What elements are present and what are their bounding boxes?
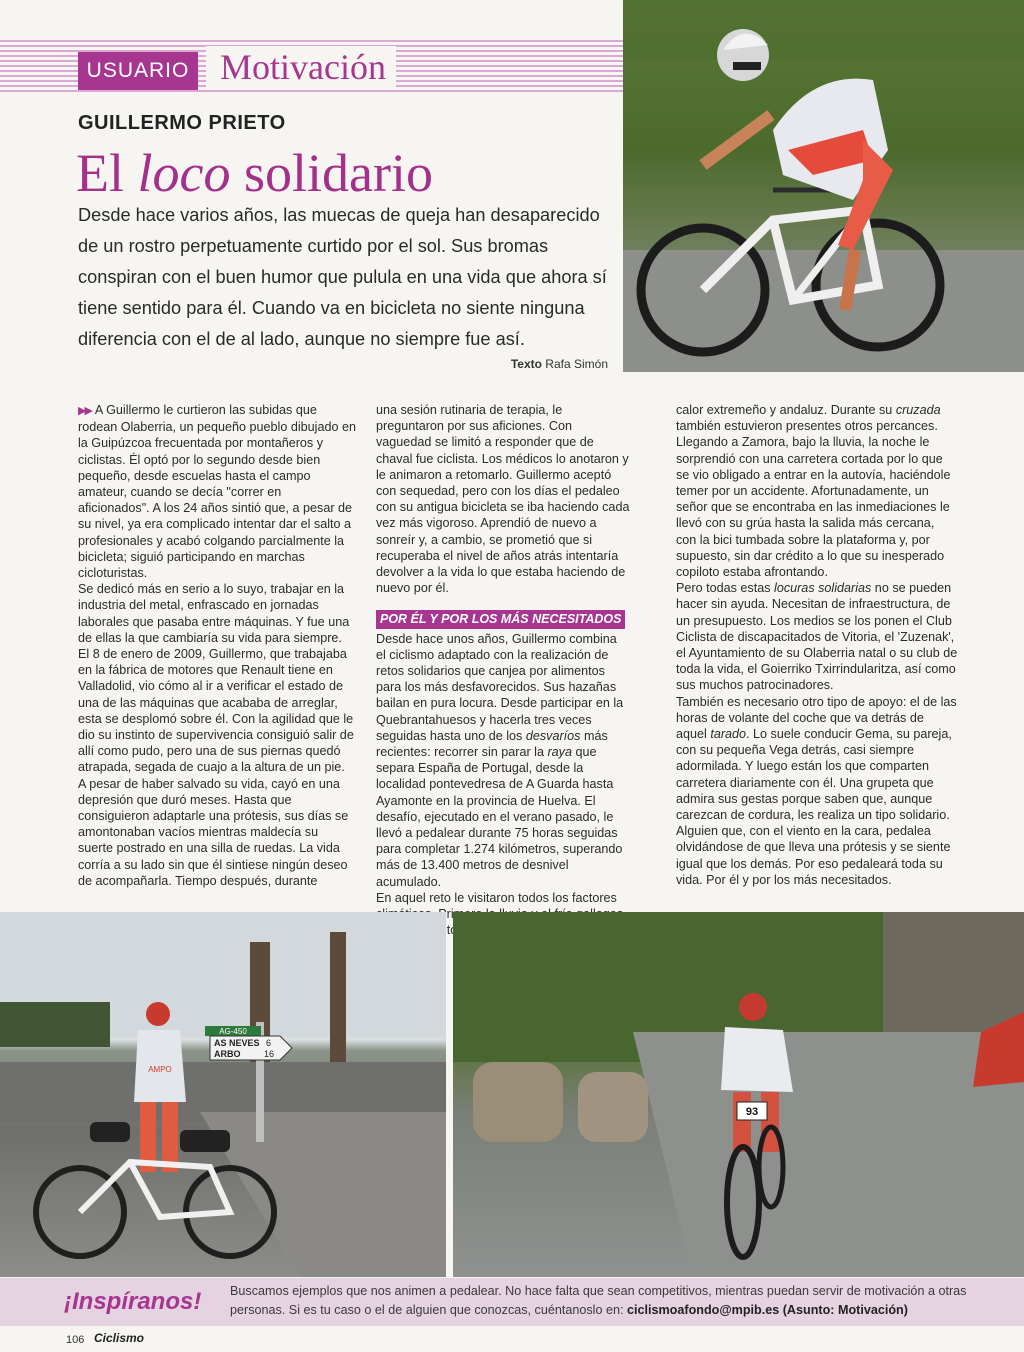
text-run-italic: cruzada xyxy=(895,403,941,417)
text-run: también estuvieron presentes otros percances. Llegando a Zamora, bajo la lluvia, la noche le sorprendió con una carretera cortada por lo que se vio obligado a entrar en la autovía, haciéndole temer por un accidente. Afortunadamente, un señor que se encontraba en las inmediaciones le llevó con su grúa hasta la salida más cercana, con la bici tumbada sobre la plataforma y, por supuesto, sin dar crédito a lo que su inesperado copiloto estaba afrontando. xyxy=(676,419,951,580)
cyclist-photo-top xyxy=(623,0,1024,372)
paragraph-text: A Guillermo le curtieron las subidas que rodean Olaberria, un pequeño pueblo dibujado en la Guipúzcoa frecuentada por montañeros y ciclistas. Él optó por lo segundo desde bien pequeño, desde escuelas hasta el campo amateur, cuando se decía "correr en aficionados". A los 24 años sintió que, a pesar de su nivel, ya era complicado intentar dar el salto a profesionales y acabó colgando parcialmente la bicicleta; siguió participando en marchas cicloturistas. xyxy=(78,403,356,581)
text-run: Desde hace unos años, Guillermo combina el ciclismo adaptado con la realización de retos solidarios que canjea por alimentos para los más desfavorecidos. Sus hazañas bailan en pura locura. Desde participar en la Quebrantahuesos y hacerla tres veces seguidas hasta uno de los xyxy=(376,631,624,743)
body-column-2 xyxy=(376,402,630,939)
byline-name: Rafa Simón xyxy=(545,357,608,371)
sign-destination-1: AS NEVES xyxy=(214,1038,260,1048)
body-paragraph: En aquel reto le visitaron todos los factores xyxy=(376,890,617,905)
jersey-logo: AMPO xyxy=(148,1065,172,1074)
cyclist-photo-roadsign xyxy=(0,912,446,1277)
byline xyxy=(500,357,608,371)
headline-part-1: El xyxy=(76,143,138,203)
sign-road-code: AG-450 xyxy=(219,1027,247,1036)
text-run-italic: locuras solidarias xyxy=(774,581,872,596)
article-headline xyxy=(76,142,433,204)
cyclist-photo-rain xyxy=(453,912,1024,1277)
text-run: más recientes: recorrer sin parar la xyxy=(376,728,608,760)
body-paragraph: A pesar de haber salvado su vida, cayó en una depresión que duró meses. Hasta que consiguieron adaptarle una prótesis, sus días se amontonaban vacíos mientras maldecía su suerte postrado en una silla de ruedas. La vida corría a su lado sin que él sintiese ningún deseo de acompañarla. Tiempo después, durante xyxy=(78,776,349,888)
footer-email[interactable]: ciclismoafondo@mpib.es xyxy=(626,1303,780,1317)
section-label: USUARIO xyxy=(78,52,198,90)
body-paragraph xyxy=(676,402,958,580)
rain-ride-illustration xyxy=(453,912,1024,1277)
text-run-italic: tarado xyxy=(710,727,747,742)
byline-label: Texto xyxy=(510,357,542,371)
text-run: que separa España de Portugal, desde la localidad pontevedresa de A Guarda hasta Ayamonte en la provincia de Huelva. El desafío, ejecutado en el verano pasado, le llevó a pedalear durante 75 horas seguidas para completar 1.274 kilómetros, superando más de 13.400 metros de desnivel acumulado. xyxy=(376,745,623,889)
body-paragraph xyxy=(676,580,958,693)
article-kicker: GUILLERMO PRIETO xyxy=(78,112,286,134)
text-run-italic: raya xyxy=(547,745,572,760)
text-run: no se pueden hacer sin ayuda. Necesitan de infraestructura, de un presupuesto. Los medios se los ponen el Club Ciclista de discapacitados de Vitoria, el 'Zuzenak', el Ayuntamiento de su Olaberria natal o su club de toda la vida, el Goierriko Txirrindularitza, así como sus muchos patrocinadores. xyxy=(676,581,958,693)
cyclist-illustration xyxy=(623,0,1024,372)
footer-body: Buscamos ejemplos que nos animen a pedalear. No hace falta que sean competitivos, mientras puedan servir de motivación a otras personas. Si es tu caso o el de alguien que conozcas, cuéntanoslo en: xyxy=(230,1284,967,1317)
text-run: Pero todas estas xyxy=(676,581,775,596)
headline-part-2: loco xyxy=(137,143,231,203)
body-paragraph xyxy=(676,694,958,888)
text-run: . Lo suele conducir Gema, su pareja, con su pequeña Vega detrás, casi siempre adormilada. Y luego están los que comparten carretera diariamente con él. Una grupeta que admira sus gestas porque saben que, aunque carezcan de cordura, les realiza un tipo solidario. Alguien que, con el viento en la cara, pedalea olvidándose de que lleva una prótesis y se siente igual que los demás. Por eso pedaleará toda su vida. Por él y por los más necesitados. xyxy=(676,727,952,887)
body-paragraph xyxy=(78,402,356,581)
paragraph-arrows-icon: ▶▶ xyxy=(78,405,91,417)
sign-destination-2: ARBO xyxy=(214,1049,241,1059)
magazine-logo: Ciclismo xyxy=(94,1331,145,1345)
section-title: Motivación xyxy=(206,46,396,90)
body-paragraph: Se dedicó más en serio a lo suyo, trabajar en la industria del metal, enfrascado en jornadas laborales que pasaba entre máquinas. Y fue una de ellas la que cambiaría su vida para siempre. xyxy=(78,582,350,645)
footer-subject: (Asunto: Motivación) xyxy=(779,1303,908,1317)
text-run-italic: desvaríos xyxy=(525,728,581,743)
sign-distance-2: 16 xyxy=(264,1049,275,1059)
footer-text xyxy=(230,1282,1020,1320)
page-number: 106 xyxy=(66,1334,85,1346)
bib-number: 93 xyxy=(745,1106,759,1118)
body-column-3 xyxy=(676,402,958,888)
body-paragraph: una sesión rutinaria de terapia, le preguntaron por sus aficiones. Con vaguedad se limitó a responder que de chaval fue ciclista. Los médicos lo anotaron y le animaron a retomarlo. Guillermo aceptó con sequedad, pero con los días el pedaleo con su antigua bicicleta se iba haciendo cada vez más vigoroso. Aprendió de nuevo a sonreír y, a cambio, se prometió que si recuperaba el nivel de años atrás intentaría devolver a la vida lo que estaba haciendo de nuevo por él. xyxy=(376,403,630,596)
body-paragraph xyxy=(376,631,630,890)
section-subhead: POR ÉL Y POR LOS MÁS NECESITADOS xyxy=(376,610,625,628)
text-run: calor extremeño y andaluz. Durante su xyxy=(676,403,896,417)
text-run: También es necesario otro tipo de apoyo: el de las horas de volante del coche que va detrás de aquel xyxy=(676,694,957,742)
footer-callout: ¡Inspíranos! xyxy=(64,1288,202,1315)
headline-part-3: solidario xyxy=(230,143,433,203)
body-column-1 xyxy=(78,402,356,889)
sign-distance-1: 6 xyxy=(266,1038,272,1048)
roadsign-illustration xyxy=(0,912,446,1277)
article-lead: Desde hace varios años, las muecas de queja han desaparecido de un rostro perpetuamente curtido por el sol. Sus bromas conspiran con el buen humor que pulula en una vida que ahora sí tiene sentido para él. Cuando va en bicicleta no siente ninguna diferencia con el de al lado, aunque no siempre fue así. xyxy=(78,205,607,349)
body-paragraph: El 8 de enero de 2009, Guillermo, que trabajaba en la fábrica de motores que Renault tiene en Valladolid, vio cómo al ir a verificar el estado de una de las máquinas que acababa de arreglar, esta se desplomó sobre él. Con la agilidad que le dio su instinto de supervivencia consiguió salir de allí como pudo, pero una de sus piernas quedó atrapada, segada de cuajo a la altura de un pie. xyxy=(78,647,354,775)
